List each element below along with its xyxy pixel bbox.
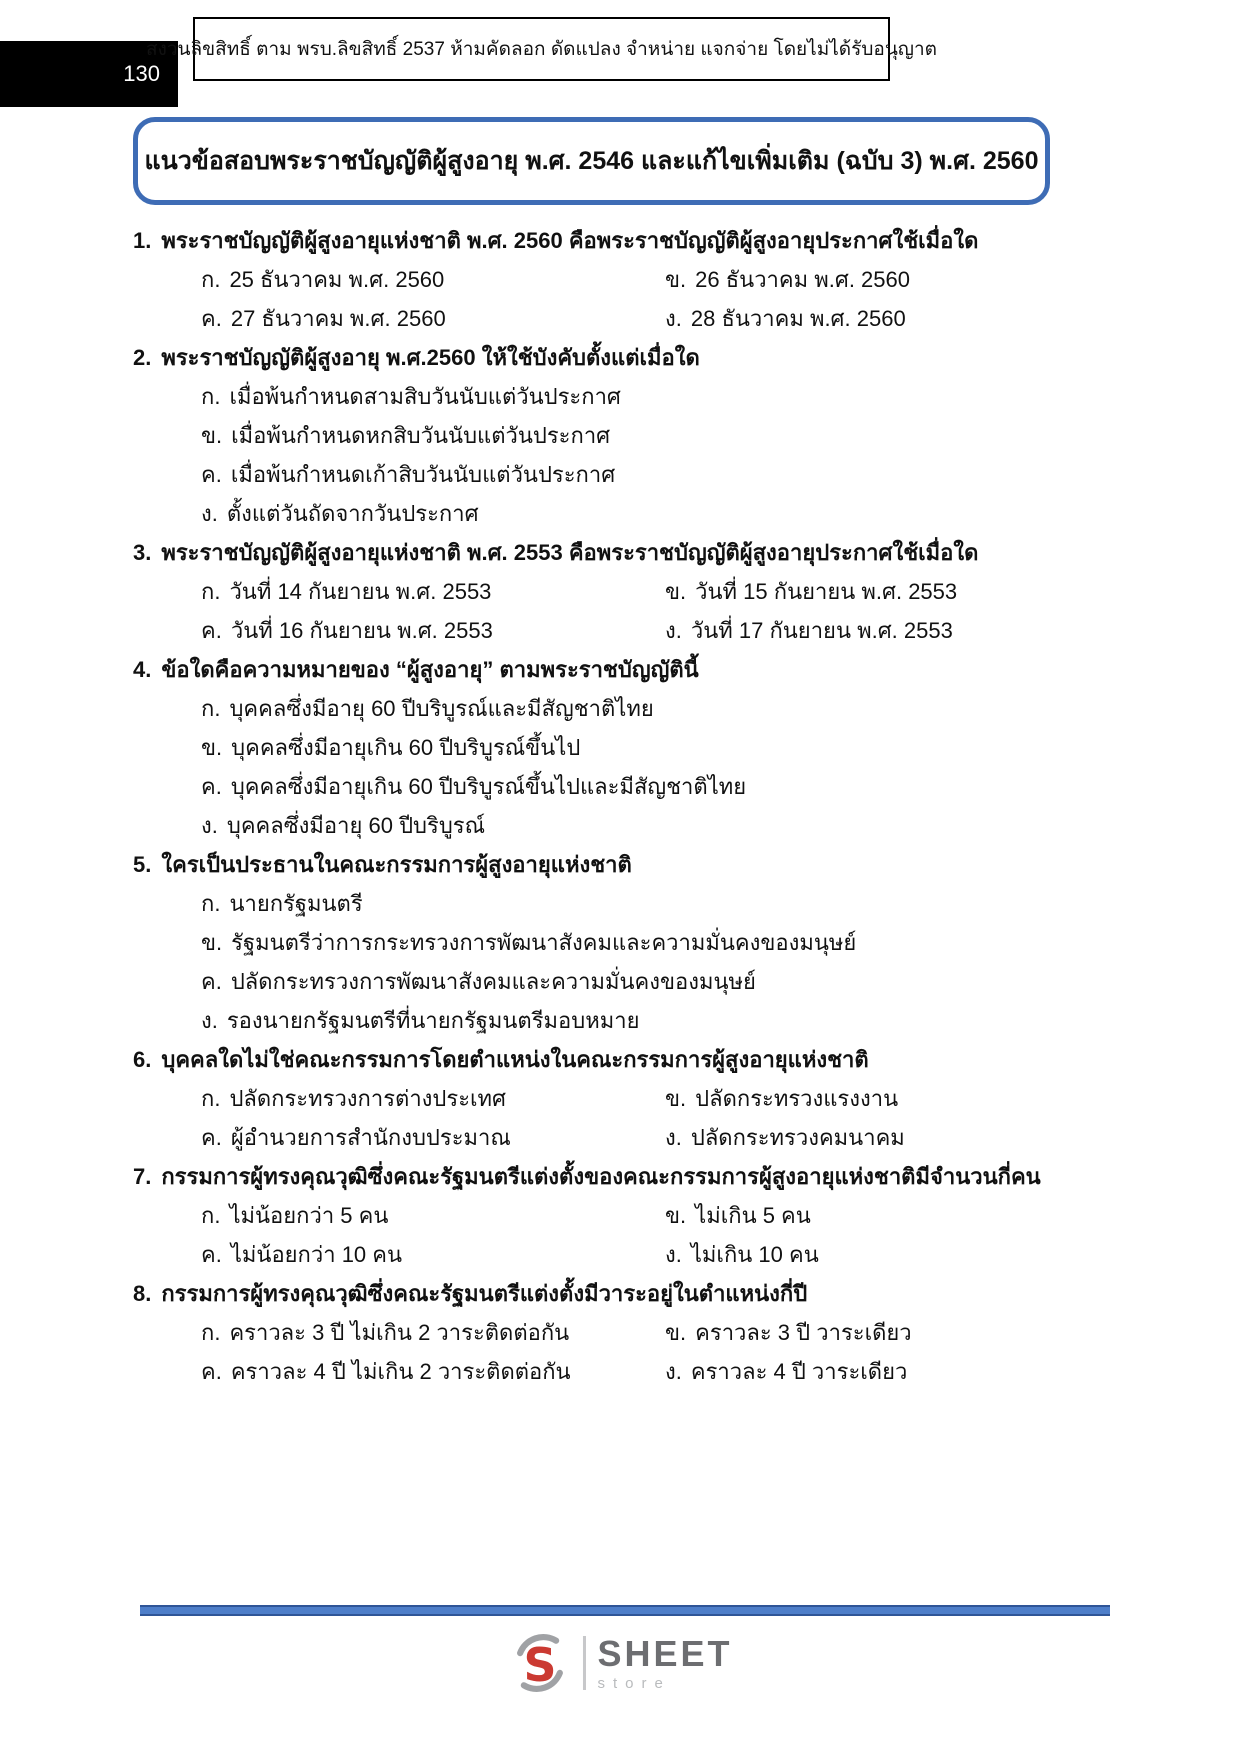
choice-item (201, 1118, 665, 1157)
questions-list (133, 221, 1130, 1391)
sheet-store-logo (508, 1632, 732, 1694)
choice-text: รัฐมนตรีว่าการกระทรวงการพัฒนาสังคมและความมั่นคงของมนุษย์ (231, 930, 857, 955)
choice-label: ค. (201, 1125, 222, 1150)
choice-text: บุคคลซึ่งมีอายุเกิน 60 ปีบริบูรณ์ขึ้นไปและมีสัญชาติไทย (230, 774, 747, 799)
choice-item (201, 1001, 1130, 1040)
svg-text:S: S (522, 1637, 557, 1692)
choice-item (665, 1196, 1130, 1235)
choice-text: ปลัดกระทรวงแรงงาน (695, 1086, 899, 1111)
question-block (133, 650, 1130, 845)
choice-label: ง. (201, 1008, 218, 1033)
sheet-store-s-icon (508, 1632, 570, 1694)
choice-text: 26 ธันวาคม พ.ศ. 2560 (695, 267, 910, 292)
choice-item (665, 299, 1130, 338)
choice-item (201, 611, 665, 650)
choice-text: เมื่อพ้นกำหนดหกสิบวันนับแต่วันประกาศ (231, 423, 611, 448)
question-number: 4. (133, 657, 152, 682)
choice-label: ข. (665, 579, 687, 604)
choice-label: ง. (201, 501, 218, 526)
choice-item (201, 728, 1130, 767)
choice-text: เมื่อพ้นกำหนดเก้าสิบวันนับแต่วันประกาศ (230, 462, 616, 487)
question-text-line (133, 221, 1130, 260)
choice-text: เมื่อพ้นกำหนดสามสิบวันนับแต่วันประกาศ (229, 384, 621, 409)
logo-subname: store (597, 1674, 671, 1692)
choice-text: 27 ธันวาคม พ.ศ. 2560 (230, 306, 446, 331)
choice-item (665, 1118, 1130, 1157)
choice-item (201, 1079, 665, 1118)
choices-group (133, 884, 1130, 1040)
choice-item (201, 962, 1130, 1001)
choices-group (133, 689, 1130, 845)
choice-label: ค. (201, 1359, 222, 1384)
choice-text: บุคคลซึ่งมีอายุ 60 ปีบริบูรณ์ (226, 813, 486, 838)
choice-label: ค. (201, 1242, 222, 1267)
choice-item (201, 1313, 665, 1352)
question-text: พระราชบัญญัติผู้สูงอายุแห่งชาติ พ.ศ. 2560 คือพระราชบัญญัติผู้สูงอายุประกาศใช้เมื่อใด (161, 228, 979, 253)
choice-item (201, 1352, 665, 1391)
question-text: บุคคลใดไม่ใช่คณะกรรมการโดยตำแหน่งในคณะกรรมการผู้สูงอายุแห่งชาติ (161, 1047, 869, 1072)
choice-text: คราวละ 4 ปี ไม่เกิน 2 วาระติดต่อกัน (230, 1359, 571, 1384)
choice-text: ไม่เกิน 10 คน (690, 1242, 819, 1267)
question-text-line (133, 338, 1130, 377)
choice-label: ข. (201, 423, 223, 448)
choice-label: ง. (201, 813, 218, 838)
page-number: 130 (123, 61, 160, 86)
choice-item (201, 455, 1130, 494)
choice-label: ก. (201, 1320, 221, 1345)
exam-title-box (133, 117, 1050, 205)
question-block (133, 338, 1130, 533)
choice-item (201, 416, 1130, 455)
choice-item (665, 1313, 1130, 1352)
choices-group (133, 1313, 1130, 1391)
choice-label: ก. (201, 267, 221, 292)
choice-item (665, 611, 1130, 650)
question-block (133, 533, 1130, 650)
copyright-notice-box (146, 17, 938, 81)
question-text-line (133, 1274, 1130, 1313)
choice-text: ไม่น้อยกว่า 10 คน (230, 1242, 403, 1267)
choice-text: 28 ธันวาคม พ.ศ. 2560 (690, 306, 906, 331)
choices-group (133, 1196, 1130, 1274)
choice-label: ข. (665, 267, 687, 292)
choice-label: ค. (201, 306, 222, 331)
choice-item (665, 1079, 1130, 1118)
choice-label: ค. (201, 618, 222, 643)
choice-text: ปลัดกระทรวงการต่างประเทศ (229, 1086, 506, 1111)
question-text-line (133, 1157, 1130, 1196)
choice-label: ก. (201, 891, 221, 916)
choice-item (201, 494, 1130, 533)
choice-label: ค. (201, 462, 222, 487)
choice-item (201, 884, 1130, 923)
choice-label: ก. (201, 1203, 221, 1228)
choice-text: วันที่ 14 กันยายน พ.ศ. 2553 (229, 579, 492, 604)
question-block (133, 845, 1130, 1040)
question-text: กรรมการผู้ทรงคุณวุฒิซึ่งคณะรัฐมนตรีแต่งตั้งของคณะกรรมการผู้สูงอายุแห่งชาติมีจำนวนกี่คน (161, 1164, 1041, 1189)
question-text: ข้อใดคือความหมายของ “ผู้สูงอายุ” ตามพระราชบัญญัตินี้ (161, 657, 699, 682)
logo-divider (582, 1636, 585, 1690)
choice-text: วันที่ 17 กันยายน พ.ศ. 2553 (690, 618, 953, 643)
question-text: พระราชบัญญัติผู้สูงอายุแห่งชาติ พ.ศ. 2553 คือพระราชบัญญัติผู้สูงอายุประกาศใช้เมื่อใด (161, 540, 979, 565)
choice-item (665, 260, 1130, 299)
choice-text: ผู้อำนวยการสำนักงบประมาณ (230, 1125, 511, 1150)
choices-group (133, 377, 1130, 533)
choice-text: ไม่น้อยกว่า 5 คน (229, 1203, 389, 1228)
choice-item (665, 1352, 1130, 1391)
footer-divider-line (140, 1605, 1110, 1616)
choice-item (201, 806, 1130, 845)
choice-text: 25 ธันวาคม พ.ศ. 2560 (229, 267, 445, 292)
choice-text: ไม่เกิน 5 คน (695, 1203, 811, 1228)
choice-label: ข. (665, 1086, 687, 1111)
choice-label: ง. (665, 1359, 682, 1384)
choice-label: ง. (665, 306, 682, 331)
choice-label: ก. (201, 696, 221, 721)
choice-item (665, 1235, 1130, 1274)
question-number: 6. (133, 1047, 152, 1072)
logo-text (597, 1632, 733, 1692)
choice-label: ข. (201, 735, 223, 760)
question-number: 3. (133, 540, 152, 565)
choice-text: บุคคลซึ่งมีอายุ 60 ปีบริบูรณ์และมีสัญชาติไทย (229, 696, 654, 721)
choice-text: คราวละ 4 ปี วาระเดียว (690, 1359, 908, 1384)
choice-item (201, 377, 1130, 416)
choice-item (201, 1196, 665, 1235)
question-number: 5. (133, 852, 152, 877)
choices-group (133, 1079, 1130, 1157)
choice-label: ข. (665, 1203, 687, 1228)
choice-text: คราวละ 3 ปี วาระเดียว (695, 1320, 912, 1345)
choice-item (201, 260, 665, 299)
question-block (133, 1157, 1130, 1274)
choice-label: ก. (201, 1086, 221, 1111)
choice-label: ข. (665, 1320, 687, 1345)
choice-item (201, 689, 1130, 728)
question-text: กรรมการผู้ทรงคุณวุฒิซึ่งคณะรัฐมนตรีแต่งตั้งมีวาระอยู่ในตำแหน่งกี่ปี (161, 1281, 808, 1306)
choice-text: วันที่ 15 กันยายน พ.ศ. 2553 (695, 579, 958, 604)
choice-text: คราวละ 3 ปี ไม่เกิน 2 วาระติดต่อกัน (229, 1320, 570, 1345)
choice-text: ตั้งแต่วันถัดจากวันประกาศ (226, 501, 479, 526)
question-text-line (133, 533, 1130, 572)
choice-label: ก. (201, 384, 221, 409)
choice-text: ปลัดกระทรวงการพัฒนาสังคมและความมั่นคงของมนุษย์ (230, 969, 756, 994)
choice-item (665, 572, 1130, 611)
question-text-line (133, 650, 1130, 689)
choice-text: บุคคลซึ่งมีอายุเกิน 60 ปีบริบูรณ์ขึ้นไป (231, 735, 581, 760)
question-number: 8. (133, 1281, 152, 1306)
choice-label: ง. (665, 618, 682, 643)
question-number: 2. (133, 345, 152, 370)
question-block (133, 1274, 1130, 1391)
question-number: 7. (133, 1164, 152, 1189)
choice-label: ค. (201, 969, 222, 994)
question-text: ใครเป็นประธานในคณะกรรมการผู้สูงอายุแห่งชาติ (161, 852, 632, 877)
choice-text: รองนายกรัฐมนตรีที่นายกรัฐมนตรีมอบหมาย (226, 1008, 640, 1033)
choice-item (201, 1235, 665, 1274)
choice-label: ง. (665, 1125, 682, 1150)
choice-item (201, 767, 1130, 806)
choice-label: ข. (201, 930, 223, 955)
logo-name: SHEET (597, 1632, 733, 1674)
question-number: 1. (133, 228, 152, 253)
choice-item (201, 923, 1130, 962)
choice-label: ง. (665, 1242, 682, 1267)
exam-title: แนวข้อสอบพระราชบัญญัติผู้สูงอายุ พ.ศ. 2546 และแก้ไขเพิ่มเติม (ฉบับ 3) พ.ศ. 2560 (144, 147, 1039, 175)
choice-label: ค. (201, 774, 222, 799)
choice-text: ปลัดกระทรวงคมนาคม (690, 1125, 905, 1150)
choice-text: วันที่ 16 กันยายน พ.ศ. 2553 (230, 618, 493, 643)
question-text-line (133, 845, 1130, 884)
question-text-line (133, 1040, 1130, 1079)
question-block (133, 1040, 1130, 1157)
choice-item (201, 572, 665, 611)
choice-label: ก. (201, 579, 221, 604)
choice-text: นายกรัฐมนตรี (229, 891, 363, 916)
question-text: พระราชบัญญัติผู้สูงอายุ พ.ศ.2560 ให้ใช้บังคับตั้งแต่เมื่อใด (161, 345, 700, 370)
copyright-notice-text: สงวนลิขสิทธิ์ ตาม พรบ.ลิขสิทธิ์ 2537 ห้ามคัดลอก ดัดแปลง จำหน่าย แจกจ่าย โดยไม่ได้รับอนุญาต (146, 39, 938, 60)
choice-item (201, 299, 665, 338)
choices-group (133, 572, 1130, 650)
choices-group (133, 260, 1130, 338)
question-block (133, 221, 1130, 338)
